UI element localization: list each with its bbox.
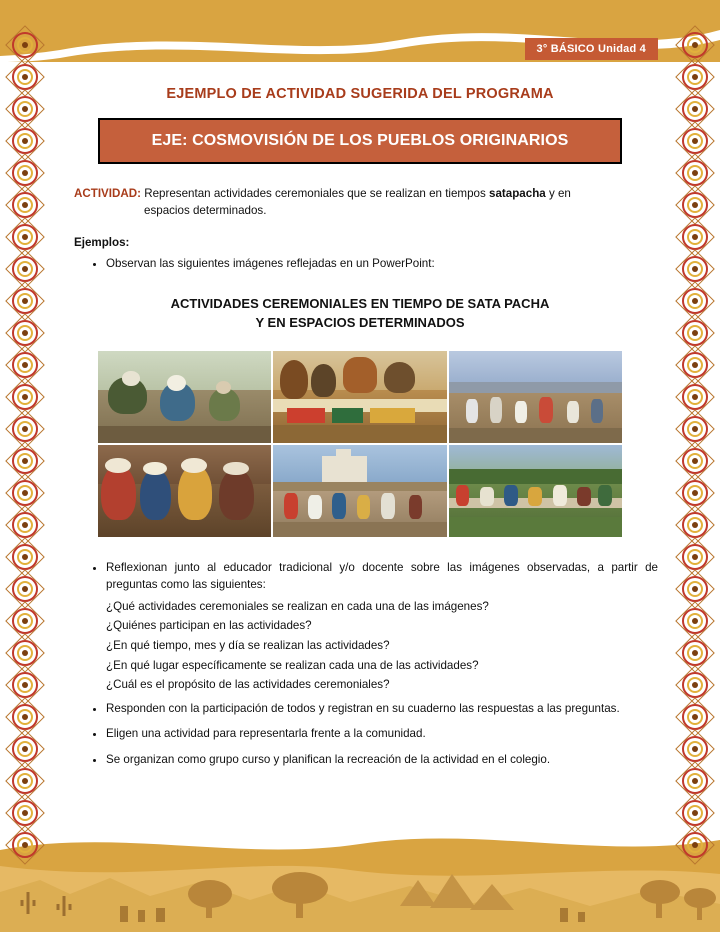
activity-paragraph [62,186,658,220]
border-motif-icon [10,510,40,540]
list-item: ¿Cuál es el propósito de las actividades ceremoniales? [106,678,390,692]
activity-text-part1: Representan actividades ceremoniales que se realizan en tiempos [144,187,490,200]
border-motif-icon [10,62,40,92]
border-motif-icon [10,734,40,764]
list-item: • Se organizan como grupo curso y planifican la recreación de la actividad en el colegio. [106,751,658,768]
border-motif-icon [680,670,710,700]
list-item [106,559,658,694]
border-motif-icon [680,606,710,636]
bottom-landscape-illustration [0,822,720,932]
border-motif-icon [680,638,710,668]
border-motif-icon [10,702,40,732]
unit-badge: 3° BÁSICO Unidad 4 [525,38,658,60]
final-bullet-list [74,700,658,768]
border-motif-icon [10,30,40,60]
border-motif-icon [680,798,710,828]
page-title: EJEMPLO DE ACTIVIDAD SUGERIDA DEL PROGRAMA [166,86,554,102]
border-motif-icon [680,62,710,92]
reflection-intro: Reflexionan junto al educador tradicional y/o docente sobre las imágenes observadas, a partir de preguntas como las siguientes: [106,560,658,592]
border-motif-icon [680,222,710,252]
left-ornamental-border [6,30,44,890]
examples-heading: Ejemplos: [74,235,130,249]
border-motif-icon [10,542,40,572]
reflection-block [62,559,658,768]
border-motif-icon [10,670,40,700]
list-item: ¿En qué tiempo, mes y día se realizan las actividades? [106,638,390,652]
border-motif-icon [680,190,710,220]
border-motif-icon [10,286,40,316]
activity-text-part2: y en [545,187,571,200]
border-motif-icon [10,830,40,860]
border-motif-icon [680,542,710,572]
border-motif-icon [10,318,40,348]
border-motif-icon [680,126,710,156]
activity-text-line2: espacios determinados. [144,203,267,217]
list-item: ¿Qué actividades ceremoniales se realizan en cada una de las imágenes? [106,599,489,613]
slide-title-line1: ACTIVIDADES CEREMONIALES EN TIEMPO DE SATA PACHA [170,295,550,311]
border-motif-icon [680,446,710,476]
border-motif-icon [10,254,40,284]
border-motif-icon [10,606,40,636]
border-motif-icon [680,830,710,860]
border-motif-icon [680,734,710,764]
border-motif-icon [680,414,710,444]
border-motif-icon [680,478,710,508]
list-item: • Observan las siguientes imágenes reflejadas en un PowerPoint: [106,255,658,272]
border-motif-icon [10,446,40,476]
list-item: ¿Quiénes participan en las actividades? [106,619,312,633]
border-motif-icon [680,574,710,604]
border-motif-icon [10,350,40,380]
examples-list [62,255,658,272]
slide-title [62,294,658,333]
border-motif-icon [680,766,710,796]
photo-collage [98,351,622,537]
ceremonia-con-ofrenda [273,351,446,443]
border-motif-icon [680,158,710,188]
border-motif-icon [10,222,40,252]
border-motif-icon [680,254,710,284]
border-motif-icon [680,510,710,540]
document-content [62,34,658,770]
border-motif-icon [680,702,710,732]
border-motif-icon [680,318,710,348]
border-motif-icon [10,414,40,444]
border-motif-icon [10,94,40,124]
border-motif-icon [680,382,710,412]
reflection-bullet-list [74,559,658,694]
border-motif-icon [10,798,40,828]
border-motif-icon [10,574,40,604]
right-ornamental-border [676,30,714,890]
slide-title-line2: Y EN ESPACIOS DETERMINADOS [255,315,465,331]
mujeres-con-sombreros [98,445,271,537]
border-motif-icon [680,94,710,124]
siembra-en-campo [98,351,271,443]
list-item: • Eligen una actividad para representarla frente a la comunidad. [106,725,658,742]
list-item: • Responden con la participación de todos y registran en su cuaderno las respuestas a las preguntas. [106,700,658,717]
eje-banner: EJE: COSMOVISIÓN DE LOS PUEBLOS ORIGINARIOS [98,118,622,164]
border-motif-icon [680,286,710,316]
comida-comunitaria [449,445,622,537]
altiplano-con-personas [449,351,622,443]
border-motif-icon [680,350,710,380]
border-motif-icon [680,30,710,60]
border-motif-icon [10,766,40,796]
list-item: ¿En qué lugar específicamente se realizan cada una de las actividades? [106,658,479,672]
question-list [106,598,658,694]
activity-label: ACTIVIDAD: [74,187,141,200]
iglesia-y-comunidad [273,445,446,537]
border-motif-icon [10,126,40,156]
activity-keyword: satapacha [489,187,546,200]
border-motif-icon [10,478,40,508]
bottom-decorative-band [0,822,720,932]
border-motif-icon [10,158,40,188]
border-motif-icon [10,382,40,412]
border-motif-icon [10,638,40,668]
border-motif-icon [10,190,40,220]
